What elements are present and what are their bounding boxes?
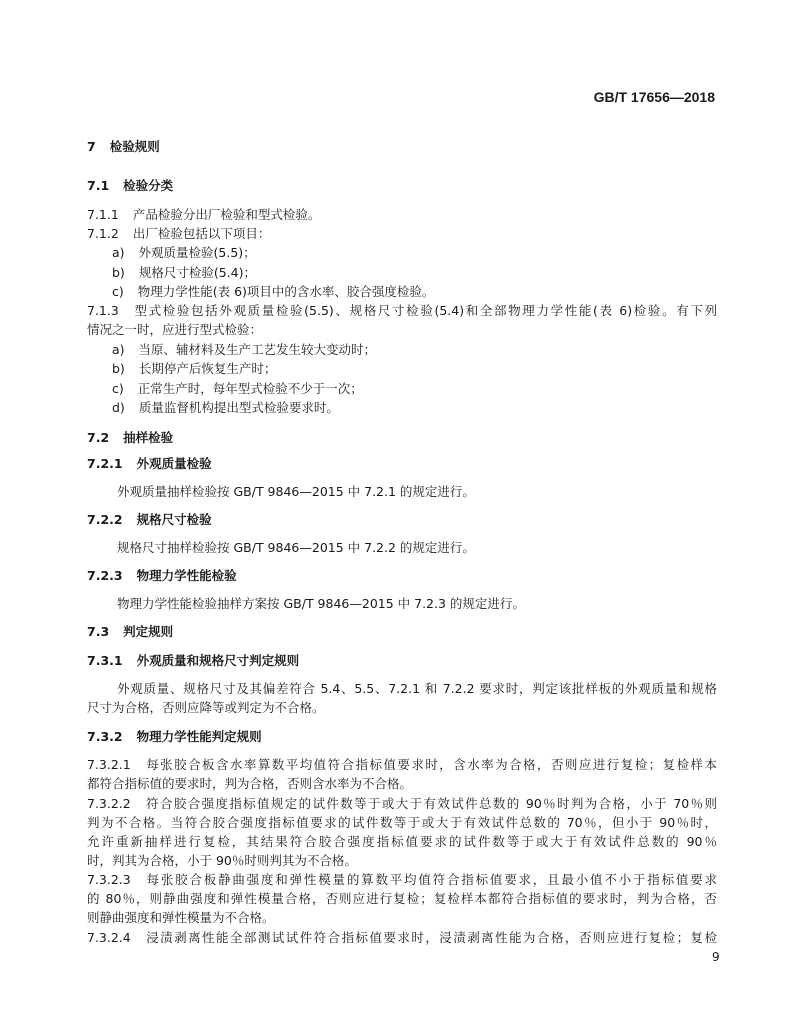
text-line: [87, 815, 717, 831]
clause-text: 浸渍剥离性能全部测试试件符合指标值要求时，浸渍剥离性能为合格，否则应进行复检；复检: [144, 930, 717, 945]
clause-text: 正常生产时，每年型式检验不少于一次；: [137, 381, 363, 396]
clause-number: b): [112, 361, 125, 376]
clause-line: [112, 265, 256, 281]
clause-text: 都符合指标值的要求时，判为合格，否则含水率为不合格。: [87, 776, 413, 791]
clause-text: 检验分类: [123, 178, 174, 193]
clause-text: 物理力学性能判定规则: [136, 729, 262, 744]
text-line: [87, 776, 412, 792]
text-line: [117, 484, 475, 500]
clause-text: 尺寸为合格，否则应降等或判定为不合格。: [87, 700, 325, 715]
clause-number: 7.3: [87, 624, 110, 639]
clause-line: [87, 653, 299, 669]
clause-number: 7.3.2.4: [87, 930, 131, 945]
clause-number: c): [112, 284, 124, 299]
clause-number: a): [112, 342, 125, 357]
clause-text: 符合胶合强度指标值规定的试件数等于或大于有效试件总数的 90％时判为合格，小于 70％则: [144, 796, 717, 811]
clause-line: [87, 512, 212, 528]
clause-number: 7.3.2.3: [87, 872, 131, 887]
clause-line: [87, 226, 270, 242]
clause-text: 物理力学性能(表 6)项目中的含水率、胶合强度检验。: [137, 284, 435, 299]
clause-line: [87, 568, 237, 584]
clause-text: 外观质量、规格尺寸及其偏差符合 5.4、5.5、7.2.1 和 7.2.2 要求时，判定该批样板的外观质量和规格: [117, 681, 717, 696]
clause-line: [112, 361, 276, 377]
clause-line: [112, 245, 256, 261]
clause-line: [112, 381, 363, 397]
clause-text: 外观质量和规格尺寸判定规则: [136, 653, 300, 668]
clause-text: 外观质量检验(5.5)；: [138, 245, 256, 260]
clause-text: 产品检验分出厂检验和型式检验。: [132, 207, 321, 222]
text-line: [87, 891, 717, 907]
clause-line: [112, 284, 434, 300]
text-line: [87, 853, 357, 869]
clause-number: b): [112, 265, 125, 280]
clause-number: 7.2.3: [87, 568, 123, 583]
page-number: 9: [712, 950, 720, 964]
clause-line: [87, 872, 717, 888]
text-line: [87, 910, 275, 926]
clause-line: [112, 400, 339, 416]
text-line: [117, 681, 717, 697]
text-line: [117, 596, 525, 612]
clause-text: 外观质量检验: [136, 456, 212, 471]
clause-number: 7.1.2: [87, 226, 119, 241]
clause-text: 外观质量抽样检验按 GB/T 9846—2015 中 7.2.1 的规定进行。: [117, 484, 475, 499]
clause-line: [112, 342, 376, 358]
text-line: [87, 700, 325, 716]
clause-line: [87, 139, 160, 155]
clause-number: d): [112, 400, 125, 415]
clause-line: [87, 729, 262, 745]
clause-text: 规格尺寸抽样检验按 GB/T 9846—2015 中 7.2.2 的规定进行。: [117, 540, 475, 555]
clause-number: 7.2.2: [87, 512, 123, 527]
text-line: [87, 834, 717, 850]
clause-text: 检验规则: [109, 139, 160, 154]
clause-text: 物理力学性能检验抽样方案按 GB/T 9846—2015 中 7.2.3 的规定进行。: [117, 596, 525, 611]
clause-text: 情况之一时，应进行型式检验：: [87, 322, 263, 337]
clause-line: [87, 624, 173, 640]
clause-line: [87, 930, 717, 946]
clause-number: 7.2.1: [87, 456, 123, 471]
clause-line: [87, 796, 717, 812]
clause-number: 7.3.2.1: [87, 757, 131, 772]
clause-text: 每张胶合板含水率算数平均值符合指标值要求时，含水率为合格，否则应进行复检；复检样本: [144, 757, 717, 772]
clause-text: 则静曲强度和弹性模量为不合格。: [87, 910, 275, 925]
clause-text: 判定规则: [123, 624, 174, 639]
clause-number: 7.2: [87, 430, 110, 445]
clause-text: 当原、辅材料及生产工艺发生较大变动时；: [138, 342, 377, 357]
clause-number: 7.1: [87, 178, 110, 193]
clause-text: 长期停产后恢复生产时；: [138, 361, 277, 376]
clause-text: 物理力学性能检验: [136, 568, 237, 583]
clause-number: 7.3.1: [87, 653, 123, 668]
clause-number: 7.1.3: [87, 303, 119, 318]
clause-number: a): [112, 245, 125, 260]
clause-line: [87, 207, 320, 223]
standard-number-header: GB/T 17656—2018: [593, 89, 715, 105]
clause-line: [87, 303, 717, 319]
clause-text: 规格尺寸检验: [136, 512, 212, 527]
clause-line: [87, 430, 173, 446]
clause-text: 允许重新抽样进行复检，其结果符合胶合强度指标值要求的试件数等于或大于有效试件总数的 90％: [87, 834, 717, 849]
text-line: [117, 540, 475, 556]
clause-number: 7: [87, 139, 96, 154]
text-line: [87, 322, 262, 338]
clause-number: c): [112, 381, 124, 396]
clause-text: 出厂检验包括以下项目：: [132, 226, 271, 241]
clause-text: 的 80％，则静曲强度和弹性模量合格，否则应进行复检；复检样本都符合指标值的要求时，判为合格，否: [87, 891, 717, 906]
clause-number: 7.3.2.2: [87, 796, 131, 811]
clause-text: 质量监督机构提出型式检验要求时。: [138, 400, 339, 415]
clause-text: 型式检验包括外观质量检验(5.5)、规格尺寸检验(5.4)和全部物理力学性能(表 6)检验。有下列: [132, 303, 717, 318]
clause-number: 7.3.2: [87, 729, 123, 744]
clause-text: 规格尺寸检验(5.4)；: [138, 265, 256, 280]
clause-line: [87, 757, 717, 773]
clause-line: [87, 456, 212, 472]
clause-text: 时，判其为合格，小于 90％时则判其为不合格。: [87, 853, 357, 868]
clause-number: 7.1.1: [87, 207, 119, 222]
clause-text: 每张胶合板静曲强度和弹性模量的算数平均值符合指标值要求，且最小值不小于指标值要求: [144, 872, 717, 887]
clause-text: 抽样检验: [123, 430, 174, 445]
clause-text: 判为不合格。当符合胶合强度指标值要求的试件数等于或大于有效试件总数的 70％，但小于 90％时，: [87, 815, 717, 830]
clause-line: [87, 178, 173, 194]
